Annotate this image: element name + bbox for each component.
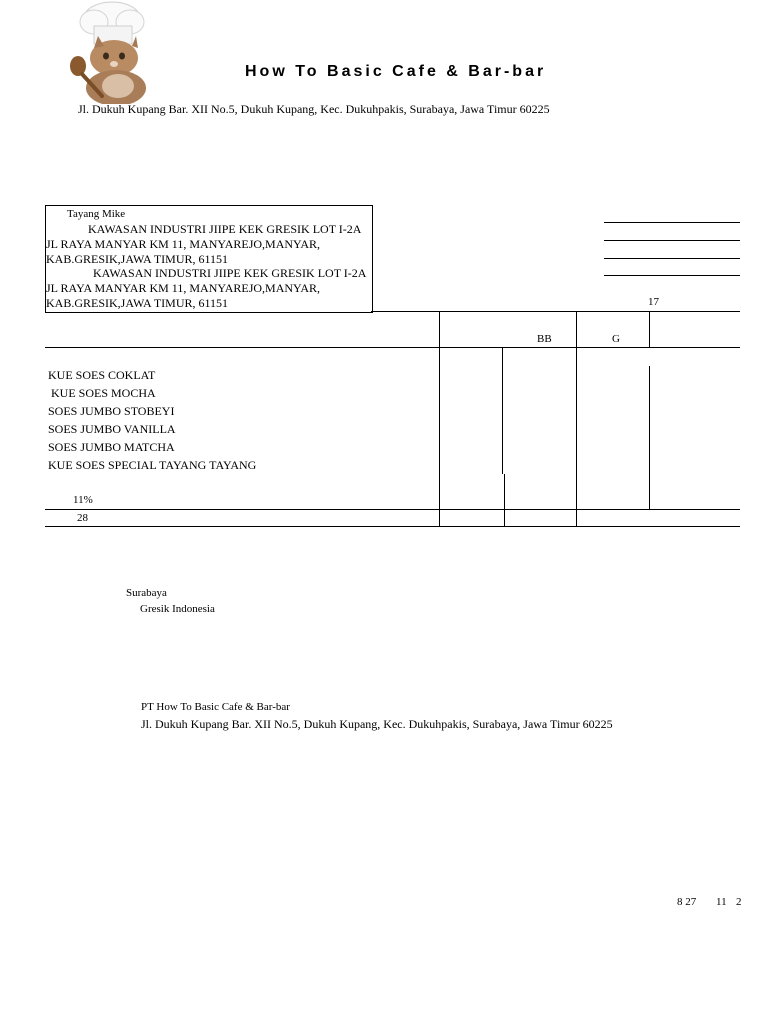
customer-name: Tayang Mike	[67, 208, 126, 220]
footer-number: 11	[716, 896, 727, 908]
table-col-divider	[502, 347, 503, 474]
footer-address: Jl. Dukuh Kupang Bar. XII No.5, Dukuh Kupang, Kec. Dukuhpakis, Surabaya, Jawa Timur 60225	[141, 717, 613, 731]
total-value: 28	[77, 512, 88, 524]
field-line	[604, 240, 740, 241]
table-col-divider	[576, 311, 577, 527]
item-row: SOES JUMBO STOBEYI	[45, 404, 175, 418]
item-row: KUE SOES MOCHA	[45, 386, 156, 400]
table-col-divider	[649, 366, 650, 510]
table-col-divider	[649, 311, 650, 348]
shipping-address-line2: JL RAYA MANYAR KM 11, MANYAREJO,MANYAR,	[46, 281, 321, 295]
tax-rate: 11%	[73, 494, 93, 506]
shipping-address-line3: KAB.GRESIK,JAWA TIMUR, 61151	[46, 296, 229, 310]
billing-address-line2: JL RAYA MANYAR KM 11, MANYAREJO,MANYAR,	[46, 237, 321, 251]
item-row: KUE SOES COKLAT	[45, 368, 156, 382]
field-line	[604, 222, 740, 223]
footer-number: 8 27	[677, 896, 697, 908]
table-col-divider	[439, 311, 440, 527]
item-row: KUE SOES SPECIAL TAYANG TAYANG	[45, 458, 257, 472]
table-bottom-border	[45, 526, 740, 527]
table-header-border	[45, 347, 740, 348]
field-value: 17	[648, 296, 659, 308]
field-line	[604, 275, 740, 276]
footer-company: PT How To Basic Cafe & Bar-bar	[141, 701, 290, 713]
billing-address-line1: KAWASAN INDUSTRI JIIPE KEK GRESIK LOT I-2A	[88, 222, 362, 236]
table-total-border	[45, 509, 740, 510]
table-top-border	[371, 311, 740, 312]
company-address: Jl. Dukuh Kupang Bar. XII No.5, Dukuh Kupang, Kec. Dukuhpakis, Surabaya, Jawa Timur 60225	[78, 102, 550, 116]
shipping-address-line1: KAWASAN INDUSTRI JIIPE KEK GRESIK LOT I-2A	[93, 266, 367, 280]
item-row: SOES JUMBO MATCHA	[45, 440, 175, 454]
place-country: Gresik Indonesia	[140, 603, 215, 615]
place-city: Surabaya	[126, 587, 167, 599]
column-header-bb: BB	[537, 333, 552, 345]
item-row: SOES JUMBO VANILLA	[45, 422, 176, 436]
cat-chef-logo	[62, 0, 174, 104]
table-col-divider	[504, 474, 505, 527]
billing-address-line3: KAB.GRESIK,JAWA TIMUR, 61151	[46, 252, 229, 266]
company-title: How To Basic Cafe & Bar-bar	[245, 63, 547, 80]
column-header-g: G	[612, 333, 620, 345]
footer-number: 2	[736, 896, 742, 908]
field-line	[604, 258, 740, 259]
